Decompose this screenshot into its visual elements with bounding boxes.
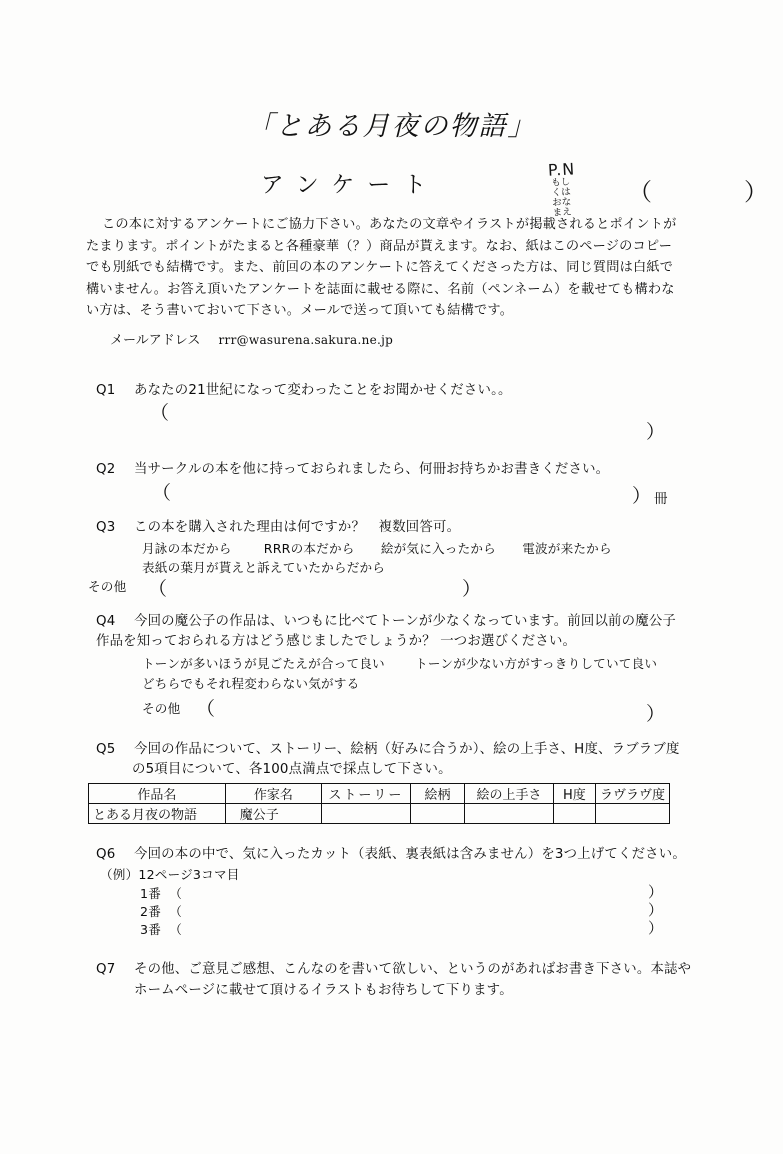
table-cell-lovelove[interactable] — [595, 804, 669, 824]
q6-row-2 — [140, 902, 182, 921]
table-header-title: 作品名 — [89, 784, 226, 804]
question-q1 — [96, 381, 696, 401]
question-q6-text: 今回の本の中で、気に入ったカット（表紙、裏表紙は含みません）を3つ上げてください。 — [134, 847, 686, 862]
question-q2-text: 当サークルの本を他に持っておられましたら、何冊お持ちかお書きください。 — [134, 462, 610, 477]
pen-name-note-line2: おなまえ — [551, 196, 573, 219]
question-q2-label: Q2 — [96, 462, 116, 477]
score-table — [88, 783, 670, 824]
table-header-author: 作家名 — [225, 784, 321, 804]
table-header-lovelove: ラヴラヴ度 — [595, 784, 669, 804]
question-q4-text-line2: 作品を知っておられる方はどう感じましたでしょうか？ 一つお選びください。 — [96, 634, 577, 649]
intro-line-5: い方は、そう書いておいて下さい。メールで送って頂いても結構です。 — [86, 303, 514, 318]
table-cell-title: とある月夜の物語 — [89, 804, 226, 824]
q3-choice-3[interactable]: 絵が気に入ったから — [380, 541, 496, 556]
question-q1-text: あなたの21世紀になって変わったことをお聞かせください。。 — [134, 383, 512, 398]
question-q5-text-line1: 今回の作品について、ストーリー、絵柄（好みに合うか）、絵の上手さ、H度、ラブラブ度 — [134, 742, 680, 757]
question-q4-choices-line1 — [96, 654, 736, 673]
question-q2 — [96, 460, 716, 480]
q6-row-3-label: 3番 — [140, 922, 162, 937]
pen-name-paren-open: （ — [628, 178, 652, 206]
q3-choice-2[interactable]: RRRの本だから — [263, 541, 355, 556]
q6-row-3-paren-close[interactable]: ） — [648, 919, 664, 937]
table-cell-hdo[interactable] — [553, 804, 595, 824]
intro-paragraph — [86, 214, 704, 322]
q3-choice-5[interactable]: 表紙の葉月が貰えと訴えていたからだから — [142, 560, 386, 575]
answer-q2-paren-close[interactable]: ） — [632, 485, 652, 507]
pen-name-block — [547, 159, 768, 219]
q6-row-1-label: 1番 — [140, 886, 162, 901]
table-row — [89, 804, 670, 824]
answer-q3-paren-close[interactable]: ） — [462, 578, 482, 600]
pen-name-label: P.N — [547, 159, 576, 180]
question-q3-choices-line1 — [96, 539, 736, 558]
pen-name-note-line1: もしくは — [550, 176, 572, 199]
question-q4-text-line1: 今回の魔公子の作品は、いつもに比べてトーンが少なくなっています。前回以前の魔公子 — [134, 614, 677, 629]
table-cell-author: 魔公子 — [225, 804, 321, 824]
page-subtitle: アンケート — [260, 172, 440, 198]
question-q6 — [96, 845, 736, 865]
question-q4-choices-line2 — [96, 674, 736, 693]
table-header-skill: 絵の上手さ — [465, 784, 554, 804]
question-q6-label: Q6 — [96, 847, 116, 862]
q6-row-3-paren-open[interactable]: （ — [169, 922, 183, 937]
answer-q4-paren-close[interactable]: ） — [646, 703, 666, 725]
q6-example-text: （例）12ページ3コマ目 — [100, 867, 240, 882]
q6-row-2-label: 2番 — [140, 904, 162, 919]
table-header-story: ストーリー — [322, 784, 411, 804]
question-q7-text-line1: その他、ご意見ご感想、こんなのを書いて欲しい、というのがあればお書き下さい。本誌や — [134, 962, 692, 977]
q4-choice-3[interactable]: どちらでもそれ程変わらない気がする — [142, 676, 360, 691]
table-cell-skill[interactable] — [465, 804, 554, 824]
question-q4 — [96, 612, 726, 632]
table-cell-artstyle[interactable] — [410, 804, 464, 824]
answer-q1-paren-close[interactable]: ） — [646, 421, 666, 443]
table-header-row — [89, 784, 670, 804]
question-q3-label: Q3 — [96, 520, 116, 535]
answer-q2-unit: 冊 — [654, 492, 668, 507]
question-q3-choices-line2 — [96, 558, 736, 577]
q3-other-label: その他 — [88, 579, 127, 594]
question-q7-text-line2: ホームページに載せて頂けるイラストもお待ちして下ります。 — [134, 983, 513, 998]
q3-choice-4[interactable]: 電波が来たから — [522, 541, 612, 556]
q4-choice-2[interactable]: トーンが少ない方がすっきりしていて良い — [415, 656, 658, 671]
mail-address: rrr@wasurena.sakura.ne.jp — [218, 333, 394, 347]
table-header-hdo: H度 — [553, 784, 595, 804]
question-q3 — [96, 518, 716, 538]
mail-label: メールアドレス — [110, 333, 201, 348]
question-q3-other — [88, 577, 126, 596]
q4-choice-1[interactable]: トーンが多いほうが見ごたえが合って良い — [142, 656, 385, 671]
question-q5 — [96, 740, 736, 760]
pen-name-note — [551, 177, 576, 218]
intro-line-2: たまります。ポイントがたまると各種豪華（？）商品が貰えます。なお、紙はこのページのコピー — [86, 238, 673, 254]
question-q4-other — [96, 699, 180, 718]
question-q5-label: Q5 — [96, 742, 116, 757]
answer-q4-paren-open[interactable]: （ — [196, 698, 216, 720]
intro-line-1: この本に対するアンケートにご協力下さい。あなたの文章やイラストが掲載されるとポイントが — [102, 217, 677, 232]
pen-name-paren-close: ） — [744, 178, 768, 206]
answer-q1-paren-open[interactable]: （ — [150, 402, 170, 424]
intro-line-4: 構いません。お答え頂いたアンケートを誌面に載せる際に、名前（ペンネーム）を載せても構わな — [86, 281, 675, 297]
q4-other-label: その他 — [142, 701, 181, 716]
question-q6-example — [100, 865, 240, 884]
question-q1-label: Q1 — [96, 383, 116, 398]
question-q7 — [96, 960, 736, 980]
q6-row-3 — [140, 920, 182, 939]
table-cell-story[interactable] — [322, 804, 411, 824]
question-q4-label: Q4 — [96, 614, 116, 629]
answer-q3-paren-open[interactable]: （ — [148, 578, 168, 600]
q6-row-1-paren-open[interactable]: （ — [169, 886, 183, 901]
question-q3-text: この本を購入された理由は何ですか？ 複数回答可。 — [134, 520, 461, 535]
q6-row-1-paren-close[interactable]: ） — [648, 883, 664, 901]
question-q7-label: Q7 — [96, 962, 116, 977]
page-title: 「とある月夜の物語」 — [246, 111, 537, 142]
question-q5-text-line2: の5項目について、各100点満点で採点して下さい。 — [132, 762, 452, 777]
table-header-artstyle: 絵柄 — [410, 784, 464, 804]
q6-row-1 — [140, 884, 182, 903]
intro-line-3: でも別紙でも結構です。また、前回の本のアンケートに答えてくださった方は、同じ質問は白紙で — [86, 260, 674, 275]
q3-choice-1[interactable]: 月詠の本だから — [142, 541, 232, 556]
answer-q2-paren-open[interactable]: （ — [152, 482, 172, 504]
mail-line — [110, 329, 393, 348]
q6-row-2-paren-open[interactable]: （ — [169, 904, 183, 919]
q6-row-2-paren-close[interactable]: ） — [648, 901, 664, 919]
question-q7-text-line2-wrap — [96, 981, 736, 1001]
question-q4-text-line2-wrap — [96, 632, 726, 652]
question-q5-text-line2-wrap — [96, 760, 736, 780]
